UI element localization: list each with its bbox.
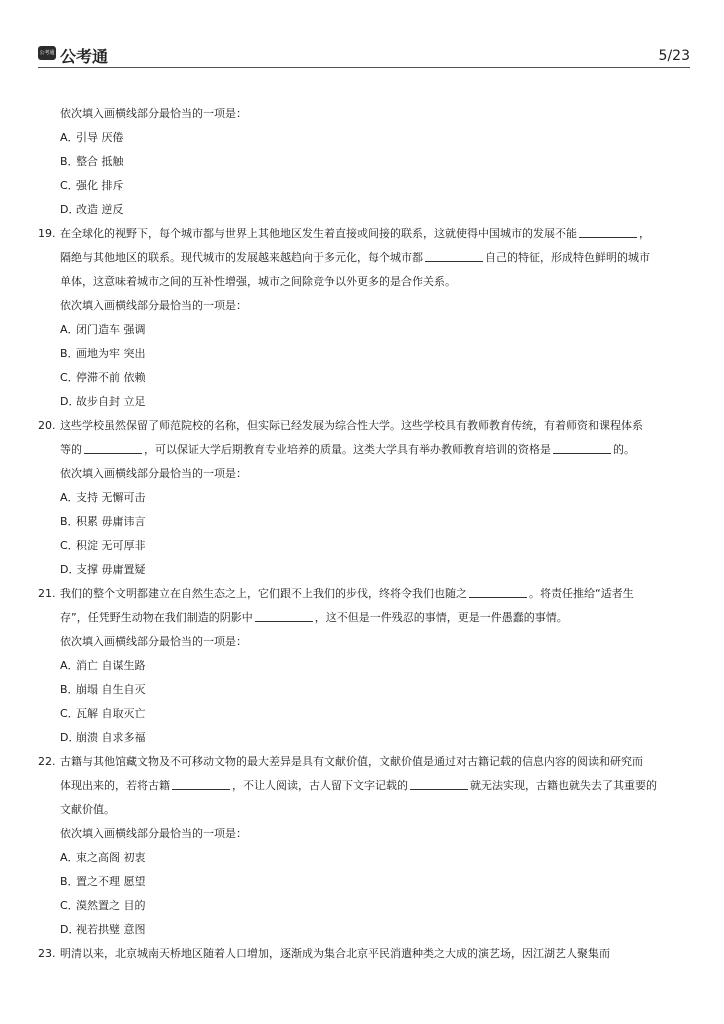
option-text: 停滞不前 依赖 bbox=[76, 371, 146, 384]
question-prompt: 依次填入画横线部分最恰当的一项是： bbox=[60, 635, 247, 648]
option-d bbox=[38, 726, 690, 750]
question-text: ，不让人阅读，古人留下文字记载的 bbox=[232, 779, 408, 792]
option-d bbox=[38, 558, 690, 582]
option-b bbox=[38, 870, 690, 894]
question-22-line-1 bbox=[38, 750, 690, 774]
option-text: 引导 厌倦 bbox=[76, 131, 124, 144]
question-number: 19. bbox=[38, 227, 56, 240]
option-letter: B． bbox=[60, 683, 79, 696]
question-text: 等的 bbox=[60, 443, 82, 456]
question-text: ，这不但是一件残忍的事情，更是一件愚蠢的事情。 bbox=[314, 611, 568, 624]
option-text: 消亡 自谋生路 bbox=[76, 659, 146, 672]
option-a bbox=[38, 846, 690, 870]
question-22-line-2 bbox=[38, 774, 690, 798]
question-number: 23. bbox=[38, 947, 56, 960]
option-a bbox=[38, 486, 690, 510]
option-letter: B． bbox=[60, 347, 79, 360]
question-19-line-2 bbox=[38, 246, 690, 270]
fill-blank bbox=[553, 441, 611, 454]
option-text: 支持 无懈可击 bbox=[76, 491, 146, 504]
option-text: 积淀 无可厚非 bbox=[76, 539, 146, 552]
option-letter: C． bbox=[60, 179, 79, 192]
question-prompt: 依次填入画横线部分最恰当的一项是： bbox=[60, 467, 247, 480]
option-b bbox=[38, 342, 690, 366]
question-prompt: 依次填入画横线部分最恰当的一项是： bbox=[60, 299, 247, 312]
option-letter: C． bbox=[60, 539, 79, 552]
option-letter: B． bbox=[60, 515, 79, 528]
option-c bbox=[38, 534, 690, 558]
fill-blank bbox=[255, 609, 313, 622]
fill-blank bbox=[172, 777, 230, 790]
question-prompt: 依次填入画横线部分最恰当的一项是： bbox=[60, 827, 247, 840]
option-letter: A． bbox=[60, 491, 79, 504]
option-a bbox=[38, 318, 690, 342]
option-b bbox=[38, 150, 690, 174]
question-21-line-2 bbox=[38, 606, 690, 630]
fill-blank bbox=[84, 441, 142, 454]
question-prompt: 依次填入画横线部分最恰当的一项是： bbox=[60, 107, 247, 120]
question-text: ， bbox=[639, 227, 650, 240]
option-d bbox=[38, 198, 690, 222]
option-text: 闭门造车 强调 bbox=[76, 323, 146, 336]
question-20-line-2 bbox=[38, 438, 690, 462]
option-letter: D． bbox=[60, 203, 80, 216]
option-d bbox=[38, 918, 690, 942]
question-text: 。将责任推给“适者生 bbox=[529, 587, 634, 600]
question-19-line-3: 单体，这意味着城市之间的互补性增强，城市之间除竞争以外更多的是合作关系。 bbox=[60, 275, 456, 288]
fill-blank bbox=[410, 777, 468, 790]
document-body bbox=[38, 102, 690, 966]
option-text: 支撑 毋庸置疑 bbox=[76, 563, 146, 576]
option-text: 改造 逆反 bbox=[76, 203, 124, 216]
question-23-line-1 bbox=[38, 942, 690, 966]
fill-blank bbox=[469, 585, 527, 598]
option-b bbox=[38, 678, 690, 702]
option-text: 瓦解 自取灭亡 bbox=[76, 707, 146, 720]
question-text: 存”，任凭野生动物在我们制造的阴影中 bbox=[60, 611, 253, 624]
option-c bbox=[38, 702, 690, 726]
option-letter: D． bbox=[60, 563, 80, 576]
option-text: 故步自封 立足 bbox=[76, 395, 146, 408]
header-divider bbox=[38, 67, 690, 68]
question-22-line-3: 文献价值。 bbox=[60, 803, 115, 816]
question-19-line-1 bbox=[38, 222, 690, 246]
option-letter: A． bbox=[60, 323, 79, 336]
question-text: 自己的特征，形成特色鲜明的城市 bbox=[485, 251, 650, 264]
option-text: 强化 排斥 bbox=[76, 179, 124, 192]
option-c bbox=[38, 366, 690, 390]
option-letter: A． bbox=[60, 851, 79, 864]
option-text: 崩溃 自求多福 bbox=[76, 731, 146, 744]
option-letter: D． bbox=[60, 731, 80, 744]
option-text: 整合 抵触 bbox=[76, 155, 124, 168]
option-text: 积累 毋庸讳言 bbox=[76, 515, 146, 528]
question-text: ，可以保证大学后期教育专业培养的质量。这类大学具有举办教师教育培训的资格是 bbox=[144, 443, 551, 456]
page-number: 5/23 bbox=[658, 48, 690, 64]
question-text: 体现出来的，若将古籍 bbox=[60, 779, 170, 792]
option-letter: D． bbox=[60, 923, 80, 936]
option-a bbox=[38, 654, 690, 678]
option-letter: B． bbox=[60, 155, 79, 168]
question-text: 明清以来，北京城南天桥地区随着人口增加，逐渐成为集合北京平民消遣种类之大成的演艺场，因江湖艺人聚集而 bbox=[60, 947, 610, 960]
question-text: 隔绝与其他地区的联系。现代城市的发展越来越趋向于多元化，每个城市都 bbox=[60, 251, 423, 264]
option-letter: A． bbox=[60, 131, 79, 144]
question-number: 21. bbox=[38, 587, 56, 600]
question-text: 在全球化的视野下，每个城市都与世界上其他地区发生着直接或间接的联系，这就使得中国城市的发展不能 bbox=[60, 227, 577, 240]
page-header bbox=[38, 44, 690, 68]
question-text: 就无法实现，古籍也就失去了其重要的 bbox=[470, 779, 657, 792]
option-a bbox=[38, 126, 690, 150]
question-text: 这些学校虽然保留了师范院校的名称，但实际已经发展为综合性大学。这些学校具有教师教育传统，有着师资和课程体系 bbox=[60, 419, 643, 432]
option-text: 置之不理 愿望 bbox=[76, 875, 146, 888]
option-letter: B． bbox=[60, 875, 79, 888]
fill-blank bbox=[579, 225, 637, 238]
option-letter: C． bbox=[60, 899, 79, 912]
option-d bbox=[38, 390, 690, 414]
option-text: 视若拱璧 意图 bbox=[76, 923, 146, 936]
option-text: 画地为牢 突出 bbox=[76, 347, 146, 360]
logo-icon: 公考通 bbox=[38, 46, 56, 60]
question-21-line-1 bbox=[38, 582, 690, 606]
question-20-line-1 bbox=[38, 414, 690, 438]
option-b bbox=[38, 510, 690, 534]
option-c bbox=[38, 894, 690, 918]
logo-text: 公考通 bbox=[60, 47, 109, 66]
question-text: 古籍与其他馆藏文物及不可移动文物的最大差异是具有文献价值，文献价值是通过对古籍记载的信息内容的阅读和研究而 bbox=[60, 755, 643, 768]
option-letter: D． bbox=[60, 395, 80, 408]
question-text: 我们的整个文明都建立在自然生态之上，它们跟不上我们的步伐，终将令我们也随之 bbox=[60, 587, 467, 600]
option-text: 漠然置之 目的 bbox=[76, 899, 146, 912]
option-c bbox=[38, 174, 690, 198]
question-text: 的。 bbox=[613, 443, 635, 456]
fill-blank bbox=[425, 249, 483, 262]
option-letter: C． bbox=[60, 371, 79, 384]
option-letter: A． bbox=[60, 659, 79, 672]
option-letter: C． bbox=[60, 707, 79, 720]
question-number: 22. bbox=[38, 755, 56, 768]
option-text: 崩塌 自生自灭 bbox=[76, 683, 146, 696]
option-text: 束之高阁 初衷 bbox=[76, 851, 146, 864]
question-number: 20. bbox=[38, 419, 56, 432]
